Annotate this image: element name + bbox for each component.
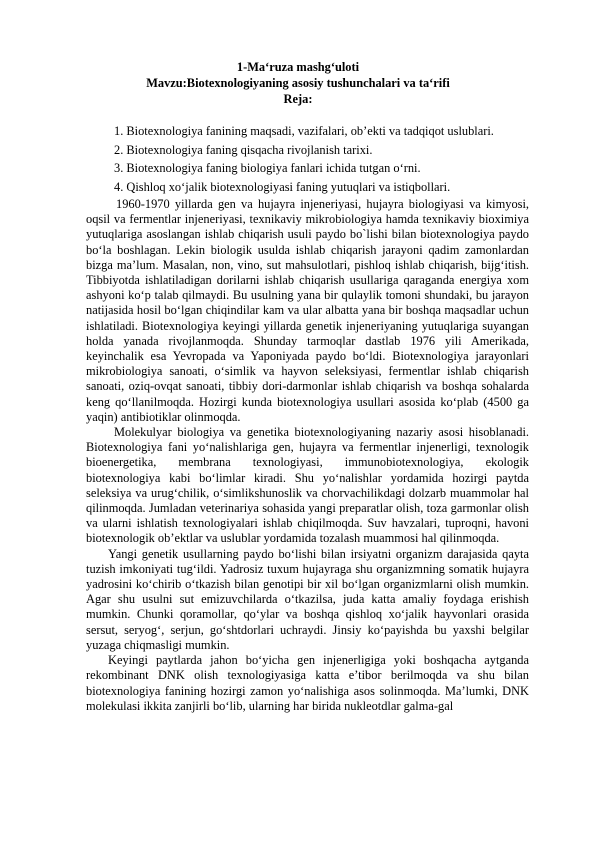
lecture-topic: Mavzu:Biotexnologiyaning asosiy tushunchalari va ta‘rifi [146,76,450,90]
plan-item: 3. Biotexnologiya faning biologiya fanlari ichida tutgan o‘rni. [114,161,421,175]
plan-list [114,122,574,196]
plan-item: 4. Qishloq xo‘jalik biotexnologiyasi faning yutuqlari va istiqbollari. [114,179,451,194]
body-paragraph: Yangi genetik usullarning paydo bo‘lishi bilan irsiyatni organizm darajasida qayta tuzish imkoniyati tug‘ildi. Yadrosiz tuxum hujayraga shu organizmning somatik hujayra yadrosini ko‘chirib o‘tkazish bilan genotipi bir xil bo‘lgan organizmlarni olish mumkin. Agar shu usulni sut emizuvchilarda o‘tkazilsa, juda katta amaliy foydaga erishish mumkin. Chunki qoramollar, qo‘ylar va boshqa qishloq xo‘jalik hayvonlari orasida sersut, seryog‘, serjun, go‘shtdorlari uchraydi. Jinsiy ko‘payishda bu yaxshi belgilar yuzaga chiqmasligi mumkin. [86,546,529,652]
lecture-title: 1-Ma‘ruza mashg‘uloti [236,60,360,74]
lecture-body [86,197,529,714]
body-paragraph: Molekulyar biologiya va genetika biotexnologiyaning nazariy asosi hisoblanadi. Biotexnologiya fani yo‘nalishlariga gen, hujayra va fermentlar injenerligi, texnologik bioenergetika, membrana texnologiyasi, immunobiotexnologiya, ekologik biotexnologiya kabi bo‘limlar kiradi. Shu yo‘nalishlar yordamida hozirgi paytda seleksiya va urug‘chilik, o‘simlikshunoslik va chorvachilikdagi dolzarb muammolar hal qilinmoqda. Jumladan veterinariya sohasida yangi preparatlar olish, toza garmonlar olish va ularni ishlatish texnologiyalari ishlab chiqilmoqda. Suv havzalari, tuproqni, havoni biotexnologik ob’ektlar va uslublar yordamida tozalash muammosi hal qilinmoqda. [86,425,529,546]
body-paragraph: 1960-1970 yillarda gen va hujayra injeneriyasi, hujayra biologiyasi va kimyosi, oqsil va fermentlar injeneriyasi, texnikaviy mikrobiologiya hamda texnikaviy bioximiya yutuqlariga asoslangan ishlab chiqarish usuli paydo bo`lishi bilan biotexnologiya paydo bo‘la boshlagan. Lekin biologik usulda ishlab chiqarish jarayoni qadim zamonlardan bizga ma’lum. Masalan, non, vino, sut mahsulotlari, pishloq ishlab chiqarish, bijg‘itish. Tibbiyotda ishlatiladigan dorilarni ishlab chiqarish usullariga qaraganda energiya xom ashyoni ko‘p talab qilmaydi. Bu usulning yana bir qulaylik tomoni shundaki, bu jarayon natijasida hosil bo‘lgan chiqindilar kam va ular albatta yana bir boshqa maqsadlar uchun ishlatiladi. Biotexnologiya keyingi yillarda genetik injeneriyaning yutuqlariga suyangan holda yanada rivojlanmoqda. Shunday tarmoqlar dastlab 1976 yili Amerikada, keyinchalik esa Yevropada va Yaponiyada paydo bo‘ldi. Biotexnologiya jarayonlari mikrobiologiya sanoati, o‘simlik va hayvon seleksiyasi, fermentlar ishlab chiqarish sanoati, oziq-ovqat sanoati, tibbiy dori-darmonlar ishlab chiqarish va boshqa sohalarda keng qo‘llanilmoqda. Hozirgi kunda biotexnologiya usullari asosida ko‘plab (4500 ga yaqin) antibiotiklar olinmoqda. [86,197,529,424]
body-paragraph: Keyingi paytlarda jahon bo‘yicha gen injenerligiga yoki boshqacha aytganda rekombinant DNK olish texnologiyasiga katta e’tibor berilmoqda va shu bilan biotexnologiya fanining hozirgi zamon yo‘nalishiga asos solinmoqda. Ma’lumki, DNK molekulasi ikkita zanjirli bo‘lib, ularning har birida nukleotdlar galma-gal [86,653,529,713]
plan-heading: Reja: [283,92,313,106]
plan-item: 1. Biotexnologiya fanining maqsadi, vazifalari, ob’ekti va tadqiqot uslublari. [114,124,494,138]
plan-item: 2. Biotexnologiya faning qisqacha rivojlanish tarixi. [114,142,373,157]
